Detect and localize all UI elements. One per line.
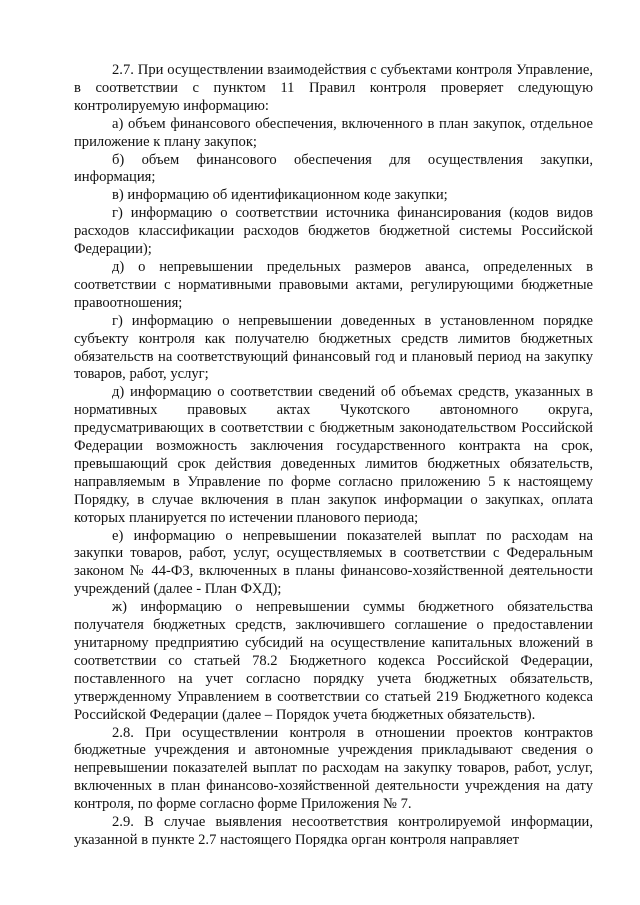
document-page xyxy=(74,62,593,850)
paragraph-item-a: а) объем финансового обеспечения, включенного в план закупок, отдельное приложение к плану закупок; xyxy=(74,115,593,150)
paragraph-item-g-second: г) информацию о непревышении доведенных в установленном порядке субъекту контроля как получателю бюджетных средств лимитов бюджетных обязательств на соответствующий финансовый год и плановый период на закупку товаров, работ, услуг; xyxy=(74,312,593,383)
paragraph-item-b: б) объем финансового обеспечения для осуществления закупки, информация; xyxy=(74,151,593,186)
paragraph-2-9: 2.9. В случае выявления несоответствия контролируемой информации, указанной в пункте 2.7 настоящего Порядка орган контроля направляет xyxy=(74,814,593,848)
paragraph-item-d: д) о непревышении предельных размеров аванса, определенных в соответствии с нормативными правовыми актами, регулирующими бюджетные правоотношения; xyxy=(74,258,593,311)
paragraph-2-8: 2.8. При осуществлении контроля в отношении проектов контрактов бюджетные учреждения и автономные учреждения прикладывают сведения о непревышении показателей выплат по расходам на закупку товаров, работ, услуг, включенных в план финансово-хозяйственной деятельности учреждения на дату контроля, по форме согласно форме Приложения № 7. xyxy=(74,724,593,813)
paragraph-2-7: 2.7. При осуществлении взаимодействия с субъектами контроля Управление, в соответствии с пунктом 11 Правил контроля проверяет следующую контролируемую информацию: xyxy=(74,62,593,114)
paragraph-item-d-second: д) информацию о соответствии сведений об объемах средств, указанных в нормативных правовых актах Чукотского автономного округа, предусматривающих в соответствии с бюджетным законодательством Российской Федерации возможность заключения государственного контракта на срок, превышающий срок действия доведенных лимитов бюджетных обязательств, направляемым в Управление по форме согласно приложению 5 к настоящему Порядку, в случае включения в план закупок информации о закупках, оплата которых планируется по истечении планового периода; xyxy=(74,384,593,526)
paragraph-item-zh: ж) информацию о непревышении суммы бюджетного обязательства получателя бюджетных средств, заключившего соглашение о предоставлении унитарному предприятию субсидий на осуществление капитальных вложений в соответствии со статьей 78.2 Бюджетного кодекса Российской Федерации, поставленного на учет согласно порядку учета бюджетных обязательств, утвержденному Управлением в соответствии со статьей 219 Бюджетного кодекса Российской Федерации (далее – Порядок учета бюджетных обязательств). xyxy=(74,599,593,723)
paragraph-item-g: г) информацию о соответствии источника финансирования (кодов видов расходов классификации расходов бюджетов бюджетной системы Российской Федерации); xyxy=(74,205,593,258)
paragraph-item-v: в) информацию об идентификационном коде закупки; xyxy=(112,187,448,204)
paragraph-item-e: е) информацию о непревышении показателей выплат по расходам на закупки товаров, работ, услуг, осуществляемых в соответствии с Федеральным законом № 44-ФЗ, включенных в планы финансово-хозяйственной деятельности учреждений (далее - План ФХД); xyxy=(74,527,593,598)
